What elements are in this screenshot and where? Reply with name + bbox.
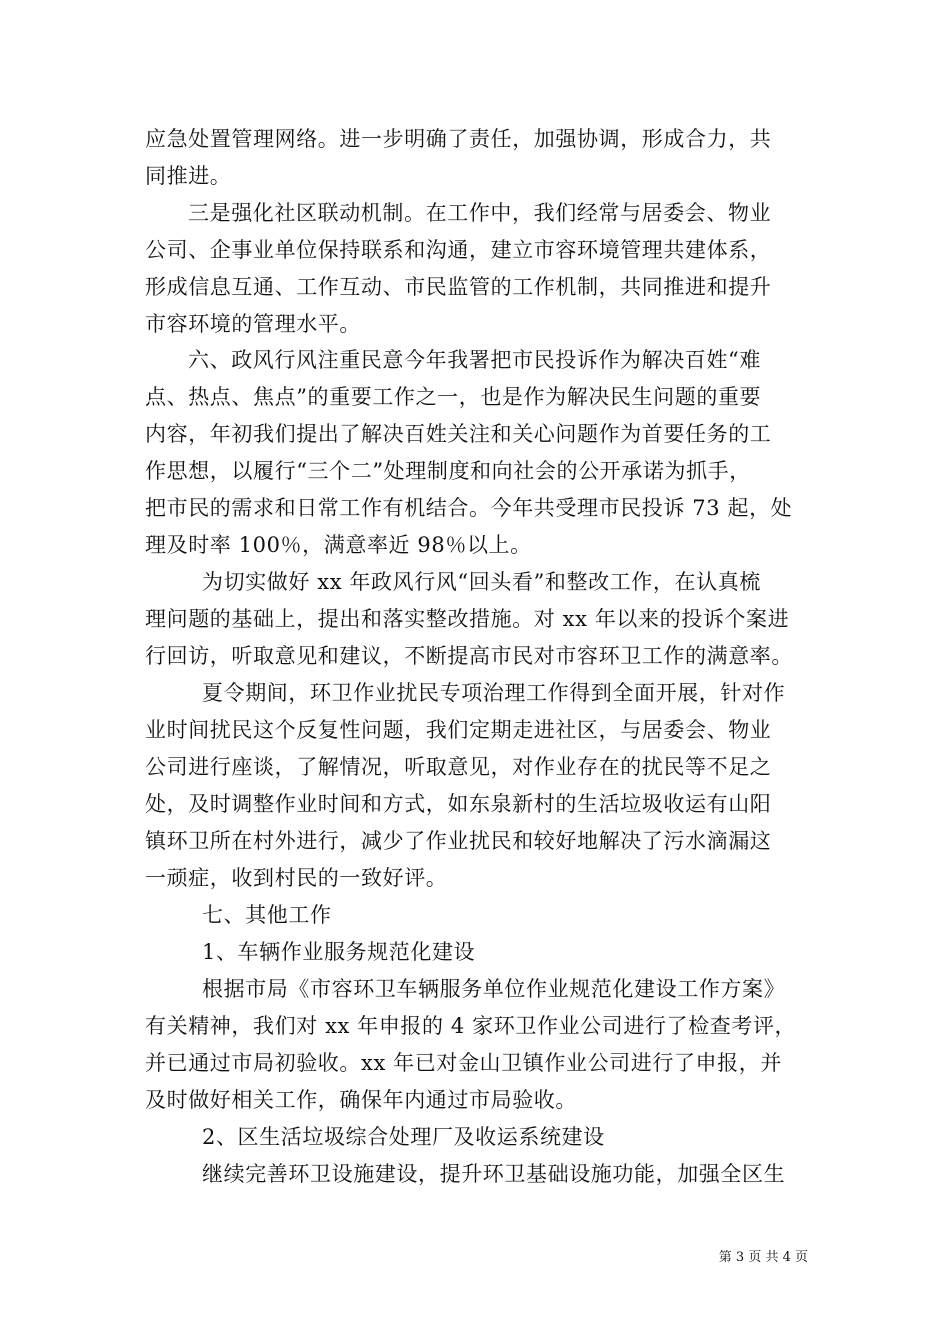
text-line: 把市民的需求和日常工作有机结合。今年共受理市民投诉 73 起，处	[145, 496, 793, 520]
text-line: 形成信息互通、工作互动、市民监管的工作机制，共同推进和提升	[145, 275, 772, 299]
text-line: 一顽症，收到村民的一致好评。	[145, 866, 448, 890]
text-line: 应急处置管理网络。进一步明确了责任，加强协调，形成合力，共	[145, 127, 772, 151]
text-line: 为切实做好 xx 年政风行风“回头看”和整改工作，在认真梳	[202, 570, 761, 594]
text-line: 继续完善环卫设施建设，提升环卫基础设施功能，加强全区生	[202, 1162, 786, 1186]
text-line: 镇环卫所在村外进行，减少了作业扰民和较好地解决了污水滴漏这	[145, 829, 772, 853]
text-line: 理问题的基础上，提出和落实整改措施。对 xx 年以来的投诉个案进	[145, 607, 790, 631]
text-line: 作思想，以履行“三个二”处理制度和向社会的公开承诺为抓手，	[145, 459, 751, 483]
text-line: 同推进。	[145, 164, 232, 188]
text-line: 根据市局《市容环卫车辆服务单位作业规范化建设工作方案》	[202, 977, 786, 1001]
text-line: 2、区生活垃圾综合处理厂及收运系统建设	[202, 1125, 605, 1149]
text-line: 并已通过市局初验收。xx 年已对金山卫镇作业公司进行了申报，并	[145, 1051, 782, 1075]
text-line: 夏令期间，环卫作业扰民专项治理工作得到全面开展，针对作	[202, 681, 786, 705]
text-line: 1、车辆作业服务规范化建设	[202, 940, 476, 964]
text-line: 行回访，听取意见和建议，不断提高市民对市容环卫工作的满意率。	[145, 644, 793, 668]
text-line: 处，及时调整作业时间和方式，如东泉新村的生活垃圾收运有山阳	[145, 792, 772, 816]
text-line: 理及时率 100％，满意率近 98％以上。	[145, 533, 532, 557]
page-number-footer: 第 3 页 共 4 页	[718, 1250, 808, 1265]
text-line: 三是强化社区联动机制。在工作中，我们经常与居委会、物业	[188, 201, 772, 225]
text-line: 业时间扰民这个反复性问题，我们定期走进社区，与居委会、物业	[145, 718, 772, 742]
text-line: 点、热点、焦点”的重要工作之一，也是作为解决民生问题的重要	[145, 385, 762, 409]
text-line: 市容环境的管理水平。	[145, 312, 361, 336]
text-line: 公司进行座谈，了解情况，听取意见，对作业存在的扰民等不足之	[145, 755, 772, 779]
text-line: 七、其他工作	[202, 903, 332, 927]
text-line: 公司、企事业单位保持联系和沟通，建立市容环境管理共建体系，	[145, 238, 772, 262]
text-line: 及时做好相关工作，确保年内通过市局验收。	[145, 1088, 577, 1112]
text-line: 内容，年初我们提出了解决百姓关注和关心问题作为首要任务的工	[145, 422, 772, 446]
text-line: 有关精神，我们对 xx 年申报的 4 家环卫作业公司进行了检查考评，	[145, 1014, 797, 1038]
text-line: 六、政风行风注重民意今年我署把市民投诉作为解决百姓“难	[188, 348, 761, 372]
